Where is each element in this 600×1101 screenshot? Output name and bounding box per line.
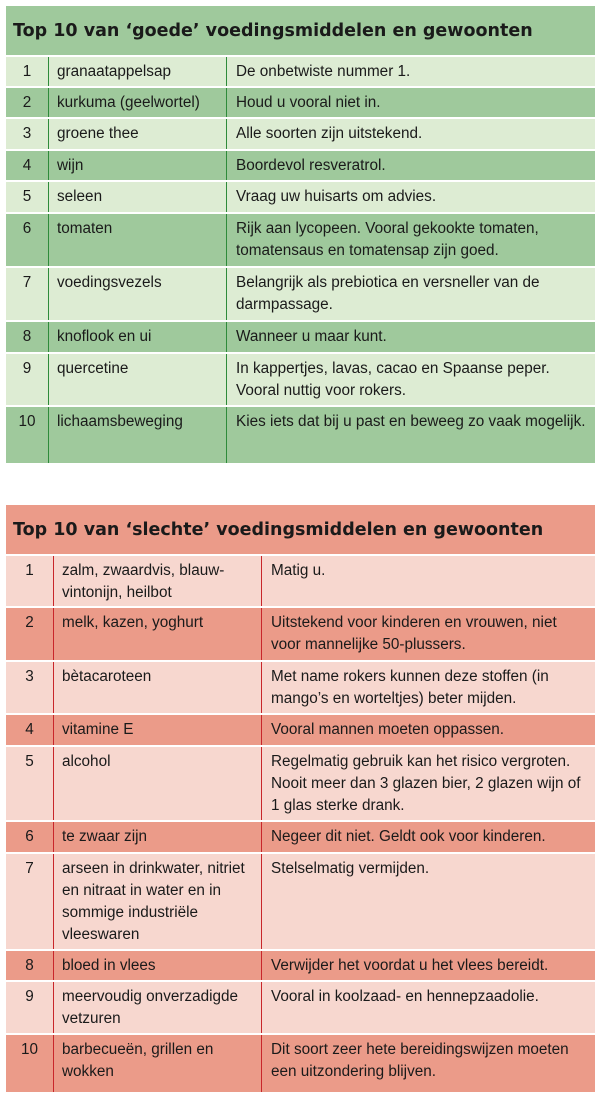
row-number: 3 bbox=[6, 119, 49, 149]
row-item: tomaten bbox=[49, 214, 227, 266]
table-row bbox=[6, 119, 595, 151]
table-row bbox=[6, 854, 595, 951]
row-number: 3 bbox=[6, 662, 54, 713]
row-item: voedingsvezels bbox=[49, 268, 227, 320]
row-item: groene thee bbox=[49, 119, 227, 149]
table-row bbox=[6, 608, 595, 662]
row-description: Regelmatig gebruik kan het risico vergroten. Nooit meer dan 3 glazen bier, 2 glazen wijn of 1 glas sterke drank. bbox=[271, 753, 581, 814]
row-number: 8 bbox=[6, 951, 54, 980]
table-row bbox=[6, 354, 595, 407]
row-description: Dit soort zeer hete bereidingswijzen moeten een uitzondering blijven. bbox=[271, 1041, 569, 1080]
row-number: 10 bbox=[6, 1035, 54, 1092]
row-number: 9 bbox=[6, 354, 49, 405]
table-row bbox=[6, 268, 595, 322]
row-item: vitamine E bbox=[54, 715, 262, 745]
row-item: meervoudig onverzadigde vetzuren bbox=[54, 982, 262, 1033]
row-description: Rijk aan lycopeen. Vooral gekookte tomaten, tomatensaus en tomatensap zijn goed. bbox=[236, 220, 539, 259]
table-row bbox=[6, 182, 595, 214]
row-item: quercetine bbox=[49, 354, 227, 405]
row-number: 1 bbox=[6, 556, 54, 606]
table-row bbox=[6, 322, 595, 354]
row-item: zalm, zwaardvis, blauw-vintonijn, heilbot bbox=[54, 556, 262, 606]
row-description: Vooral in koolzaad- en hennepzaadolie. bbox=[271, 988, 539, 1005]
table-row bbox=[6, 151, 595, 182]
row-description: Houd u vooral niet in. bbox=[236, 94, 381, 111]
row-item: lichaamsbeweging bbox=[49, 407, 227, 463]
table-row bbox=[6, 715, 595, 747]
table-row bbox=[6, 57, 595, 88]
row-description: Met name rokers kunnen deze stoffen (in mango’s en worteltjes) beter mijden. bbox=[271, 668, 549, 707]
table-row bbox=[6, 822, 595, 854]
table-row bbox=[6, 214, 595, 268]
table-row bbox=[6, 1035, 595, 1092]
row-description: De onbetwiste nummer 1. bbox=[236, 63, 411, 80]
row-item: barbecueën, grillen en wokken bbox=[54, 1035, 262, 1092]
row-description: In kappertjes, lavas, cacao en Spaanse peper. Vooral nuttig voor rokers. bbox=[236, 360, 550, 399]
row-description: Matig u. bbox=[271, 562, 326, 579]
row-number: 4 bbox=[6, 151, 49, 180]
row-number: 8 bbox=[6, 322, 49, 352]
bad-foods-table bbox=[6, 505, 595, 1097]
row-description: Boordevol resveratrol. bbox=[236, 157, 386, 174]
row-number: 6 bbox=[6, 822, 54, 852]
row-number: 6 bbox=[6, 214, 49, 266]
row-item: granaatappelsap bbox=[49, 57, 227, 86]
row-number: 5 bbox=[6, 747, 54, 820]
good-table-title: Top 10 van ‘goede’ voedingsmiddelen en gewoonten bbox=[6, 6, 595, 57]
table-row bbox=[6, 662, 595, 715]
table-row bbox=[6, 407, 595, 463]
row-number: 1 bbox=[6, 57, 49, 86]
row-item: bètacaroteen bbox=[54, 662, 262, 713]
row-description: Uitstekend voor kinderen en vrouwen, niet voor mannelijke 50-plussers. bbox=[271, 614, 557, 653]
row-item: arseen in drinkwater, nitriet en nitraat in water en in sommige industriële vleeswaren bbox=[54, 854, 262, 949]
row-number: 2 bbox=[6, 88, 49, 117]
row-description: Negeer dit niet. Geldt ook voor kinderen. bbox=[271, 828, 546, 845]
bad-table-title: Top 10 van ‘slechte’ voedingsmiddelen en gewoonten bbox=[6, 505, 595, 556]
row-number: 5 bbox=[6, 182, 49, 212]
table-row bbox=[6, 556, 595, 608]
row-item: seleen bbox=[49, 182, 227, 212]
table-row bbox=[6, 982, 595, 1035]
row-item: knoflook en ui bbox=[49, 322, 227, 352]
row-description: Vooral mannen moeten oppassen. bbox=[271, 721, 505, 738]
row-description: Verwijder het voordat u het vlees bereidt. bbox=[271, 957, 549, 974]
row-description: Alle soorten zijn uitstekend. bbox=[236, 125, 423, 142]
table-row bbox=[6, 88, 595, 119]
good-foods-table bbox=[6, 6, 595, 465]
row-number: 7 bbox=[6, 854, 54, 949]
row-item: te zwaar zijn bbox=[54, 822, 262, 852]
row-item: wijn bbox=[49, 151, 227, 180]
row-item: bloed in vlees bbox=[54, 951, 262, 980]
row-description: Vraag uw huisarts om advies. bbox=[236, 188, 437, 205]
table-row bbox=[6, 747, 595, 822]
row-item: alcohol bbox=[54, 747, 262, 820]
row-description: Kies iets dat bij u past en beweeg zo vaak mogelijk. bbox=[236, 413, 586, 430]
row-description: Belangrijk als prebiotica en versneller van de darmpassage. bbox=[236, 274, 540, 313]
row-number: 2 bbox=[6, 608, 54, 660]
row-description: Stelselmatig vermijden. bbox=[271, 860, 430, 877]
table-row bbox=[6, 951, 595, 982]
row-number: 10 bbox=[6, 407, 49, 463]
row-item: melk, kazen, yoghurt bbox=[54, 608, 262, 660]
row-number: 9 bbox=[6, 982, 54, 1033]
row-number: 7 bbox=[6, 268, 49, 320]
row-number: 4 bbox=[6, 715, 54, 745]
row-description: Wanneer u maar kunt. bbox=[236, 328, 387, 345]
row-item: kurkuma (geelwortel) bbox=[49, 88, 227, 117]
